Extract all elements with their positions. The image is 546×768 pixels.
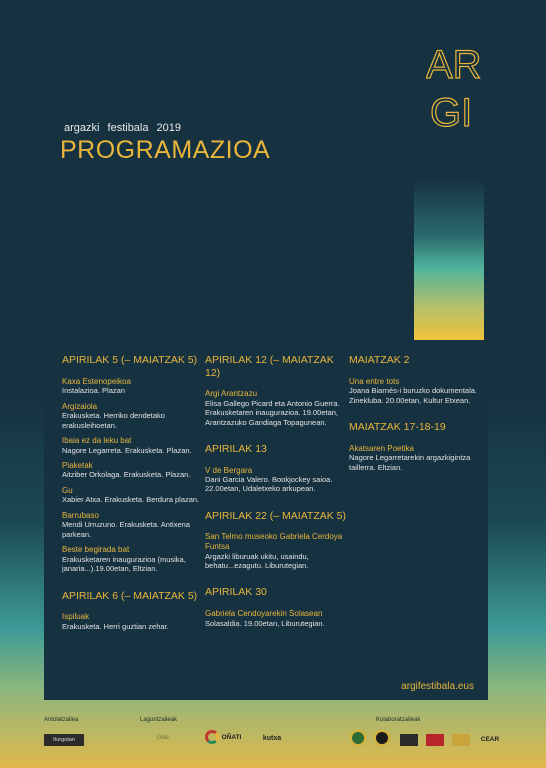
event-title: Ispiluak	[62, 612, 90, 622]
collaborator-logo-icon	[400, 734, 418, 746]
collaborator-badge-icon	[350, 730, 366, 746]
event-title: Barrubaso	[62, 510, 99, 520]
event-desc: Erakusketaren inaugurazioa (musika, janaria...).19.00etan, Eltzian.	[62, 554, 186, 574]
logo-line1: AR	[426, 43, 482, 87]
section-heading: APIRILAK 12 (– MAIATZAK 12)	[205, 354, 334, 379]
section-heading: MAIATZAK 2	[349, 354, 410, 366]
program-section	[205, 510, 350, 571]
event-title: Argi Arantzazu	[205, 389, 258, 399]
event-desc: Xabier Atxa. Erakusketa. Berdura plazan.	[62, 495, 200, 505]
section-heading: APIRILAK 22 (– MAIATZAK 5)	[205, 509, 347, 522]
sponsor-logo-kutxa: kutxa	[262, 734, 282, 742]
event-item	[205, 389, 350, 427]
section-heading: APIRILAK 30	[205, 586, 267, 599]
program-section	[205, 354, 350, 427]
section-heading: APIRILAK 13	[205, 442, 267, 455]
event-item	[62, 402, 200, 430]
event-title: Argizaiola	[62, 401, 98, 411]
event-desc: Instalazioa. Plazan	[62, 386, 125, 396]
event-item	[349, 377, 479, 405]
collaborator-logo-icon	[426, 734, 444, 746]
event-title: Kaxa Estenopeikoa	[62, 376, 131, 386]
event-title: Gabriela Cendoyarekin Solasean	[205, 608, 323, 618]
event-desc: Nagore Legarretarekin argazkigintza taillerra. Eltzian.	[349, 453, 471, 472]
onati-text: OÑATI	[221, 733, 242, 741]
event-item	[62, 511, 200, 539]
event-desc: Nagore Legarreta. Erakusketa. Plazan.	[62, 445, 192, 455]
event-item	[62, 377, 200, 396]
event-desc: Joana Biarnés-i buruzko dokumentala. Zinekluba. 20.00etan, Kultur Etxean.	[349, 386, 477, 405]
program-section	[62, 354, 200, 574]
gradient-bar	[414, 180, 484, 340]
program-panel	[44, 340, 488, 700]
event-item	[205, 466, 350, 494]
sponsor-logo-onati	[198, 728, 248, 746]
collaborators-label: Kolaboratzaileak	[376, 717, 421, 723]
event-item	[62, 461, 200, 480]
sponsor-logo-goiz: Goiz	[156, 735, 170, 741]
event-desc: Dani Garcia Valero. Bookjockey saioa. 22.00etan, Udaletxeko arkupean.	[205, 475, 333, 494]
event-desc: Mendi Urruzuno. Erakusketa. Antixena parkean.	[62, 520, 190, 539]
section-heading: MAIATZAK 17-18-19	[349, 420, 446, 433]
collaborator-logo-icon	[452, 734, 470, 746]
event-title: V de Bergara	[205, 465, 253, 475]
event-item	[205, 609, 350, 628]
logo-line2: GI	[430, 91, 473, 132]
event-title: Una entre tots	[349, 376, 400, 386]
event-title: Akatsaren Poetika	[349, 443, 414, 453]
program-column-2	[205, 354, 350, 638]
event-desc: Aitziber Orkolaga. Erakusketa. Plazan.	[62, 470, 191, 480]
program-section	[205, 443, 350, 494]
event-item	[62, 436, 200, 455]
program-column-1	[62, 354, 200, 641]
event-desc: Elisa Gallego Picard eta Antonio Guerra. Erakusketaren inaugurazioa. 19.00etan, Arantzazuko Gandiaga Topagunean.	[205, 398, 340, 427]
event-title: Beste begirada bat	[62, 545, 130, 555]
supporters-label: Laguntzaileak	[140, 717, 178, 723]
event-title: Piaketak	[62, 460, 93, 470]
event-title: Ibaia ez da leku bat	[62, 435, 132, 445]
section-heading: APIRILAK 6 (– MAIATZAK 5)	[62, 589, 198, 602]
event-title: Gu	[62, 485, 73, 495]
event-item	[205, 532, 350, 570]
collaborator-seal-icon	[374, 730, 390, 746]
page-title: PROGRAMAZIOA	[60, 136, 271, 164]
event-title: San Telmo museoko Gabriela Cerdoya Funtsa	[205, 532, 343, 552]
event-item	[62, 545, 200, 573]
program-section	[349, 421, 479, 472]
organizer-label: Antolatzailea	[44, 717, 79, 723]
event-desc: Argazki liburuak ukitu, usaindu, behatu...ezagutu. Liburutegian.	[205, 551, 309, 570]
program-section	[62, 590, 200, 632]
argi-logo	[426, 40, 482, 132]
event-desc: Solasaldia. 19.00etan, Liburutegian.	[205, 618, 325, 628]
program-section	[349, 354, 479, 405]
event-desc: Erakusketa. Herriko dendetako erakusleihoetan.	[62, 411, 165, 430]
collaborator-logo-cear: CEAR	[480, 735, 500, 743]
event-item	[349, 444, 479, 472]
event-item	[62, 486, 200, 505]
event-desc: Erakusketa. Herri guztian zehar.	[62, 621, 169, 631]
program-column-3	[349, 354, 479, 482]
website-link[interactable]: argifestibala.eus	[401, 681, 474, 692]
onati-ring-icon	[205, 730, 219, 744]
section-heading: APIRILAK 5 (– MAIATZAK 5)	[62, 354, 198, 366]
program-section	[205, 586, 350, 628]
organizer-logo: Iturgotan	[44, 734, 84, 746]
argi-logo-mark	[426, 40, 482, 132]
festival-line: argazki festibala 2019	[64, 122, 182, 134]
event-item	[62, 612, 200, 631]
